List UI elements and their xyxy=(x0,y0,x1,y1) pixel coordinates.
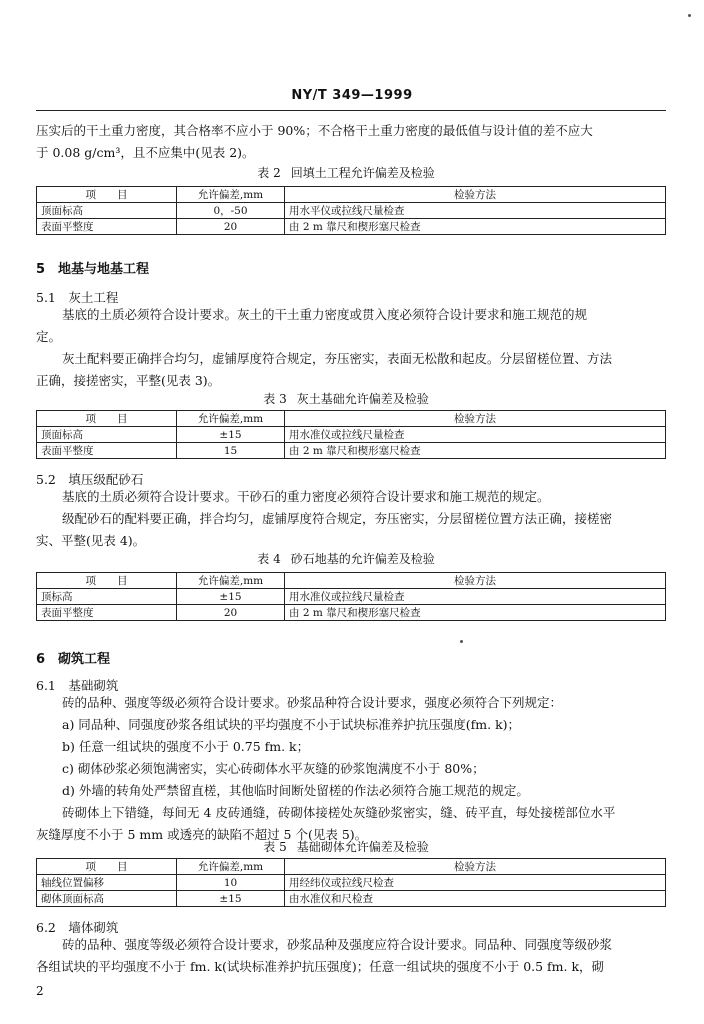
cell-tolerance: 0，-50 xyxy=(177,203,285,219)
table-4 xyxy=(36,572,666,621)
cell-item: 砌体顶面标高 xyxy=(37,891,177,907)
intro-paragraph xyxy=(36,120,666,164)
header-method: 检验方法 xyxy=(285,859,666,875)
header-rule xyxy=(36,110,666,111)
cell-method: 用水准仪或拉线尺量检查 xyxy=(285,589,666,605)
paragraph-line: 定。 xyxy=(36,329,62,344)
table-row xyxy=(37,875,666,891)
table-5 xyxy=(36,858,666,907)
table-row xyxy=(37,203,666,219)
cell-item: 顶标高 xyxy=(37,589,177,605)
standard-number: NY/T 349—1999 xyxy=(291,88,413,103)
cell-tolerance: 10 xyxy=(177,875,285,891)
header-item: 项 目 xyxy=(37,573,177,589)
header-item: 项 目 xyxy=(37,411,177,427)
table-4-number: 表 4 xyxy=(257,552,281,566)
cell-tolerance: ±15 xyxy=(177,427,285,443)
cell-tolerance: ±15 xyxy=(177,589,285,605)
table-2-title: 回填土工程允许偏差及检验 xyxy=(290,166,435,180)
table-row xyxy=(37,219,666,235)
table-row xyxy=(37,891,666,907)
list-item-d: d) 外墙的转角处严禁留直槎，其他临时间断处留槎的作法必须符合施工规范的规定。 xyxy=(62,783,529,798)
table-2 xyxy=(36,186,666,235)
header-item: 项 目 xyxy=(37,187,177,203)
paragraph-line: 级配砂石的配料要正确，拌合均匀，虚铺厚度符合规定，夯压密实，分层留槎位置方法正确，接槎密 xyxy=(62,511,613,526)
paragraph-line: 砖砌体上下错缝，每间无 4 皮砖通缝，砖砌体接槎处灰缝砂浆密实，缝、砖平直，每处接槎部位水平 xyxy=(62,805,616,820)
section-6-1-heading: 6.1 基础砌筑 xyxy=(36,678,119,693)
table-header-row xyxy=(37,573,666,589)
section-6-2-body xyxy=(36,934,666,978)
page-number: 2 xyxy=(36,984,44,998)
paragraph-line: 基底的土质必须符合设计要求。干砂石的重力密度必须符合设计要求和施工规范的规定。 xyxy=(62,489,550,504)
cell-method: 由 2 m 靠尺和楔形塞尺检查 xyxy=(285,219,666,235)
table-header-row xyxy=(37,411,666,427)
scan-speck xyxy=(688,14,691,17)
table-4-caption xyxy=(36,550,666,567)
table-3-caption xyxy=(36,390,666,407)
paragraph-line: 砖的品种、强度等级必须符合设计要求。砂浆品种符合设计要求，强度必须符合下列规定： xyxy=(62,695,563,710)
paragraph-line: 基底的土质必须符合设计要求。灰土的干土重力密度或贯入度必须符合设计要求和施工规范的规 xyxy=(62,307,588,322)
cell-method: 用经纬仪或拉线尺检查 xyxy=(285,875,666,891)
table-header-row xyxy=(37,859,666,875)
table-2-number: 表 2 xyxy=(257,166,281,180)
cell-tolerance: 20 xyxy=(177,605,285,621)
intro-line-1: 压实后的干土重力密度，其合格率不应小于 90%；不合格干土重力密度的最低值与设计值的差不应大 xyxy=(36,123,593,138)
list-item-a: a) 同品种、同强度砂浆各组试块的平均强度不小于试块标准养护抗压强度(fm. k)； xyxy=(62,717,521,732)
paragraph-line: 灰土配料要正确拌合均匀，虚铺厚度符合规定，夯压密实，表面无松散和起皮。分层留槎位置、方法 xyxy=(62,351,613,366)
table-2-caption xyxy=(36,164,666,181)
cell-method: 由 2 m 靠尺和楔形塞尺检查 xyxy=(285,605,666,621)
table-4-title: 砂石地基的允许偏差及检验 xyxy=(290,552,435,566)
section-5-2-heading: 5.2 填压级配砂石 xyxy=(36,472,144,487)
table-5-caption xyxy=(36,838,666,855)
table-row xyxy=(37,443,666,459)
section-5-1-body xyxy=(36,304,666,392)
header-method: 检验方法 xyxy=(285,187,666,203)
table-3-title: 灰土基础允许偏差及检验 xyxy=(296,392,429,406)
table-3-number: 表 3 xyxy=(263,392,287,406)
cell-method: 用水平仪或拉线尺量检查 xyxy=(285,203,666,219)
section-5-1-heading: 5.1 灰土工程 xyxy=(36,290,119,305)
header-method: 检验方法 xyxy=(285,573,666,589)
table-5-number: 表 5 xyxy=(263,840,287,854)
header-tolerance: 允许偏差,mm xyxy=(177,187,285,203)
cell-item: 表面平整度 xyxy=(37,443,177,459)
cell-tolerance: ±15 xyxy=(177,891,285,907)
section-6-2-heading: 6.2 墙体砌筑 xyxy=(36,920,119,935)
header-method: 检验方法 xyxy=(285,411,666,427)
section-6-1-body xyxy=(36,692,666,846)
table-row xyxy=(37,589,666,605)
table-3 xyxy=(36,410,666,459)
paragraph-line: 灰缝厚度不小于 5 mm 或透亮的缺陷不超过 5 个(见表 5)。 xyxy=(36,827,368,842)
header-tolerance: 允许偏差,mm xyxy=(177,859,285,875)
table-row xyxy=(37,605,666,621)
list-item-c: c) 砌体砂浆必须饱满密实，实心砖砌体水平灰缝的砂浆饱满度不小于 80%； xyxy=(62,761,485,776)
section-6-heading: 6 砌筑工程 xyxy=(36,652,111,667)
paragraph-line: 各组试块的平均强度不小于 fm. k(试块标准养护抗压强度)；任意一组试块的强度不小于 0.5 fm. k，砌 xyxy=(36,959,605,974)
scan-speck xyxy=(460,640,463,643)
cell-method: 由 2 m 靠尺和楔形塞尺检查 xyxy=(285,443,666,459)
section-5-2-body xyxy=(36,486,666,552)
header-tolerance: 允许偏差,mm xyxy=(177,573,285,589)
table-row xyxy=(37,427,666,443)
cell-tolerance: 20 xyxy=(177,219,285,235)
cell-item: 表面平整度 xyxy=(37,219,177,235)
paragraph-line: 砖的品种、强度等级必须符合设计要求，砂浆品种及强度应符合设计要求。同品种、同强度等级砂浆 xyxy=(62,937,613,952)
cell-item: 顶面标高 xyxy=(37,203,177,219)
paragraph-line: 正确，接搓密实，平整(见表 3)。 xyxy=(36,373,221,388)
cell-method: 用水准仪或拉线尺量检查 xyxy=(285,427,666,443)
header-tolerance: 允许偏差,mm xyxy=(177,411,285,427)
header-item: 项 目 xyxy=(37,859,177,875)
section-5-heading: 5 地基与地基工程 xyxy=(36,262,150,277)
cell-item: 顶面标高 xyxy=(37,427,177,443)
intro-line-2: 于 0.08 g/cm³，且不应集中(见表 2)。 xyxy=(36,145,255,160)
list-item-b: b) 任意一组试块的强度不小于 0.75 fm. k； xyxy=(62,739,310,754)
paragraph-line: 实、平整(见表 4)。 xyxy=(36,533,146,548)
table-header-row xyxy=(37,187,666,203)
table-5-title: 基础砌体允许偏差及检验 xyxy=(296,840,429,854)
cell-item: 轴线位置偏移 xyxy=(37,875,177,891)
cell-item: 表面平整度 xyxy=(37,605,177,621)
cell-tolerance: 15 xyxy=(177,443,285,459)
cell-method: 由水准仪和尺检查 xyxy=(285,891,666,907)
